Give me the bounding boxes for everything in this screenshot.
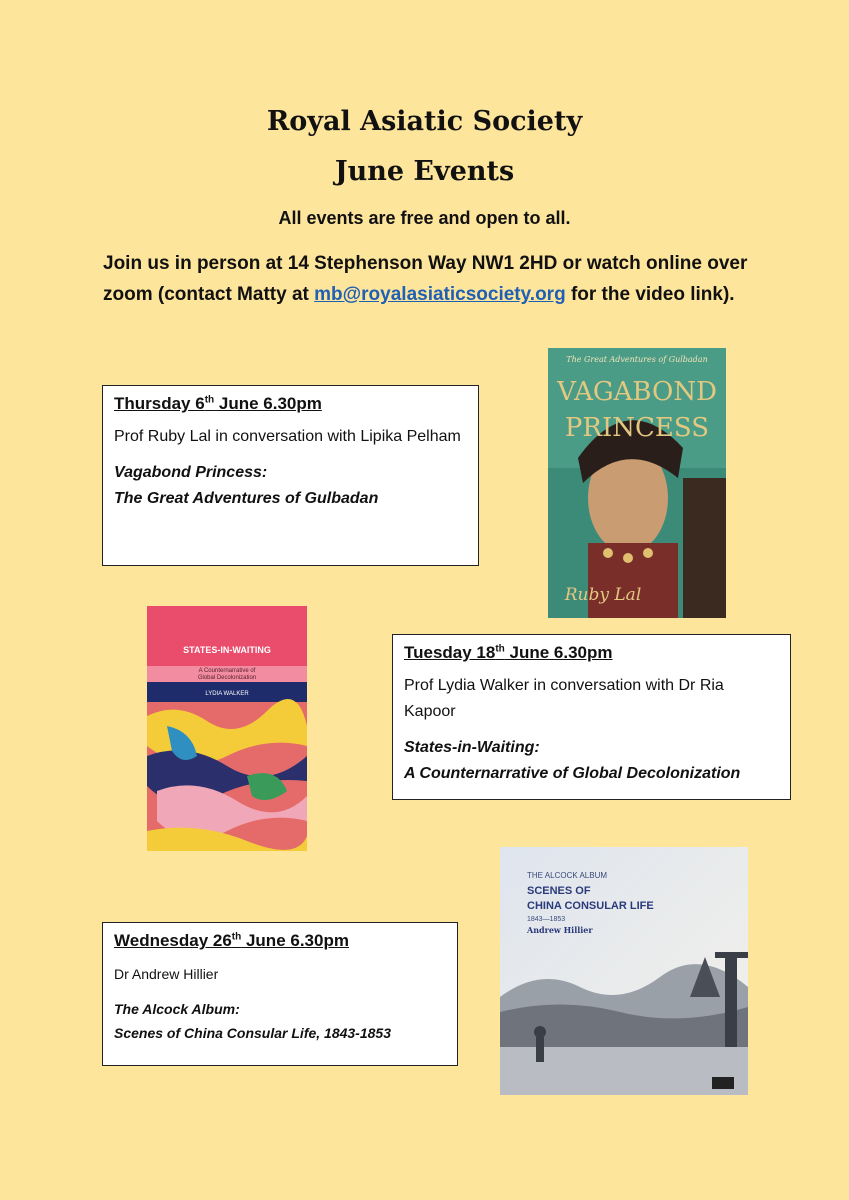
vagabond-cover-art xyxy=(548,348,726,618)
event-date xyxy=(404,643,779,663)
vagabond-cover-top: The Great Adventures of Gulbadan xyxy=(566,355,708,364)
intro-text-after: for the video link). xyxy=(565,284,735,305)
event-book-title xyxy=(114,460,467,512)
event-book-title xyxy=(404,735,779,787)
intro-text-before: Join us in person at 14 Stephenson Way NW1 2HD or watch online over zoom (contact Matty at xyxy=(103,253,748,305)
vagabond-cover-title1: VAGABOND xyxy=(557,377,717,407)
event-time: June 6.30pm xyxy=(504,643,613,662)
event-date xyxy=(114,931,446,951)
intro-paragraph xyxy=(103,248,763,310)
book-title-line1: States-in-Waiting: xyxy=(404,739,540,756)
event-speakers: Prof Ruby Lal in conversation with Lipika Pelham xyxy=(114,428,461,445)
states-cover-title: STATES-IN-WAITING xyxy=(183,645,271,655)
vagabond-cover-title2: PRINCESS xyxy=(564,413,710,443)
page-subtitle: June Events xyxy=(334,156,515,187)
alcock-cover-title1: SCENES OF xyxy=(527,885,591,897)
event-speakers: Dr Andrew Hillier xyxy=(114,966,219,982)
alcock-cover-years: 1843—1853 xyxy=(527,916,566,923)
book-cover-states-in-waiting xyxy=(147,606,307,851)
event-box-andrew-hillier xyxy=(102,922,458,1066)
event-box-lydia-walker xyxy=(392,634,791,800)
states-cover-sub2: Global Decolonization xyxy=(197,675,257,681)
event-day-suffix: th xyxy=(495,643,505,655)
book-title-line1: Vagabond Princess: xyxy=(114,464,268,481)
event-day: Thursday 6 xyxy=(114,394,205,413)
event-day-suffix: th xyxy=(231,931,242,943)
event-day-suffix: th xyxy=(204,394,215,406)
page-title: Royal Asiatic Society xyxy=(266,106,583,137)
book-title-line2: The Great Adventures of Gulbadan xyxy=(114,490,379,507)
book-title-line2: Scenes of China Consular Life, 1843-1853 xyxy=(114,1025,391,1041)
book-cover-vagabond-princess xyxy=(548,348,726,618)
states-cover-author: LYDIA WALKER xyxy=(205,691,249,697)
alcock-cover-art xyxy=(500,847,748,1095)
event-time: June 6.30pm xyxy=(241,931,349,950)
event-date xyxy=(114,394,467,414)
free-note: All events are free and open to all. xyxy=(278,208,571,228)
alcock-cover-series: THE ALCOCK ALBUM xyxy=(527,871,608,880)
vagabond-cover-author: Ruby Lal xyxy=(564,585,642,605)
event-speakers: Prof Lydia Walker in conversation with Dr Ria Kapoor xyxy=(404,677,724,720)
event-book-title xyxy=(114,997,446,1045)
event-day: Tuesday 18 xyxy=(404,643,496,662)
book-title-line1: The Alcock Album: xyxy=(114,1001,240,1017)
alcock-cover-author: Andrew Hillier xyxy=(527,925,593,935)
email-link[interactable]: mb@royalasiaticsociety.org xyxy=(314,284,566,305)
event-day: Wednesday 26 xyxy=(114,931,232,950)
book-title-line2: A Counternarrative of Global Decolonization xyxy=(404,765,741,782)
event-time: June 6.30pm xyxy=(214,394,322,413)
states-cover-art xyxy=(147,606,307,851)
states-cover-sub1: A Counternarrative of xyxy=(198,668,256,674)
event-box-ruby-lal xyxy=(102,385,479,566)
book-cover-alcock-album xyxy=(500,847,748,1095)
alcock-cover-title2: CHINA CONSULAR LIFE xyxy=(527,900,654,912)
